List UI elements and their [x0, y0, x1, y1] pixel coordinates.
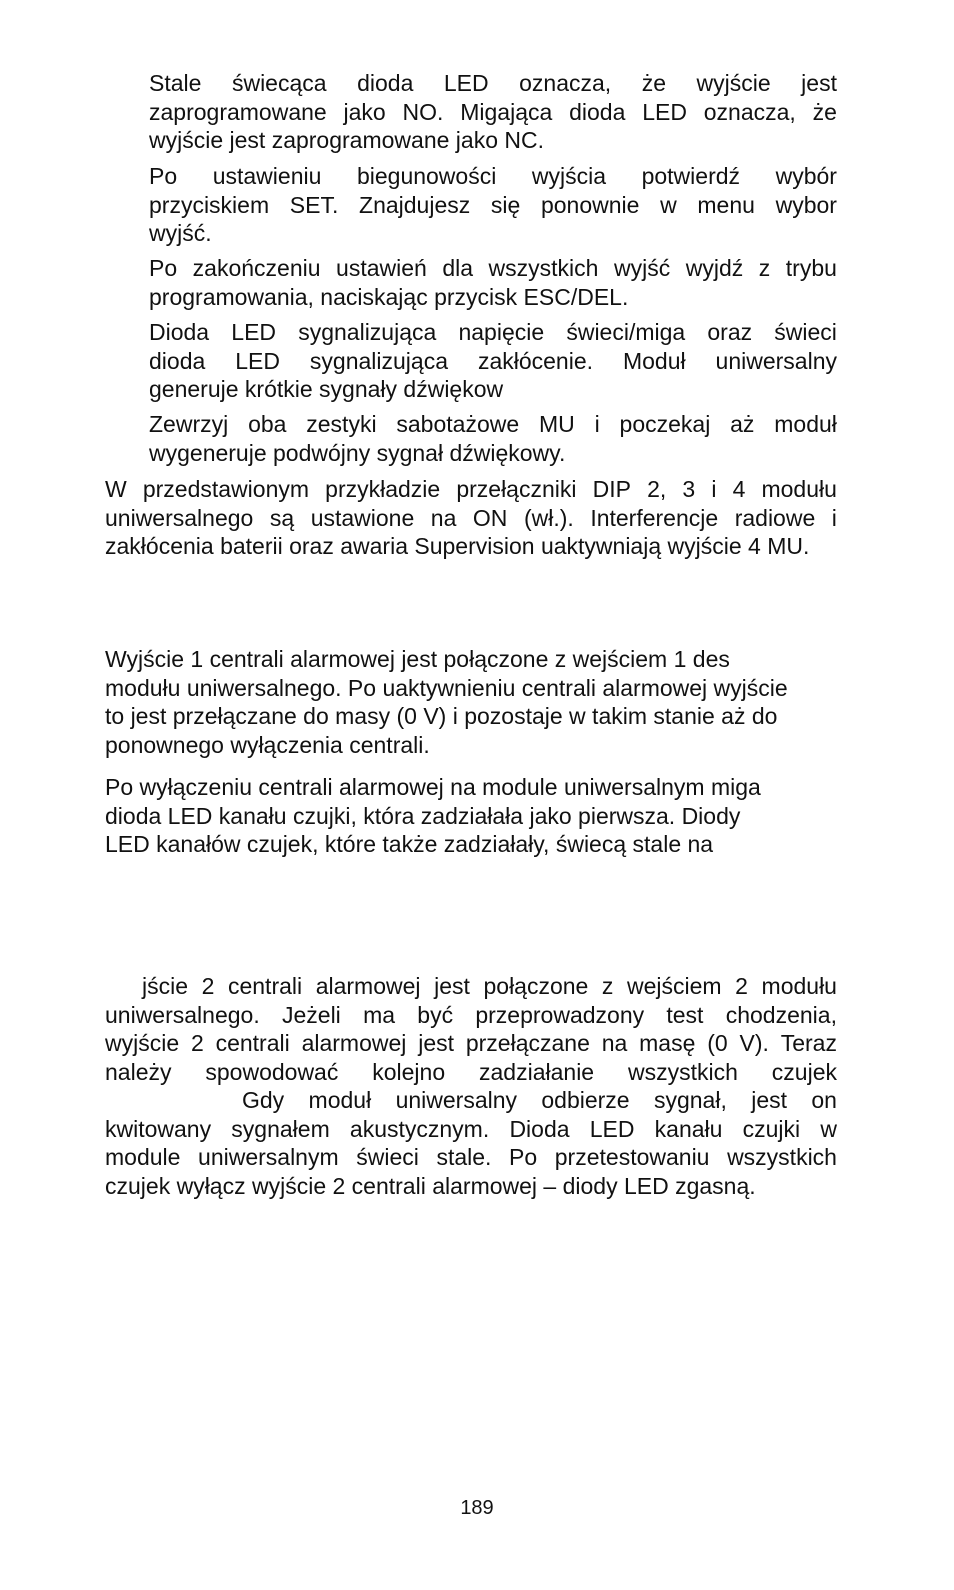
- word: z: [601, 973, 614, 999]
- text-line: to jest przełączane do masy (0 V) i pozostaje w takim stanie aż do: [105, 703, 778, 729]
- word: przedstawionym: [142, 476, 310, 502]
- word: dioda: [149, 347, 206, 374]
- word: jest: [418, 1030, 455, 1056]
- word: centrali: [215, 1030, 290, 1056]
- word: 3: [682, 476, 696, 502]
- word: spowodować: [205, 1058, 339, 1085]
- text-line: wyjście jest zaprogramowane jako NC.: [149, 127, 544, 153]
- word: w: [820, 1115, 837, 1142]
- word: V).: [739, 1030, 769, 1056]
- word: odbierze: [541, 1087, 630, 1113]
- text-line: [149, 98, 837, 127]
- text-line: [142, 972, 837, 1001]
- step-text-1: [149, 69, 837, 155]
- word: świeci: [356, 1144, 419, 1170]
- word: LED: [642, 98, 687, 125]
- text-line: wyjść.: [149, 220, 212, 246]
- word: (wł.).: [523, 504, 574, 531]
- word: radiowe: [734, 504, 816, 531]
- word: ustawione: [310, 504, 415, 531]
- word: przetestowaniu: [554, 1144, 710, 1170]
- word: wszystkich: [727, 1144, 837, 1170]
- word: Migająca: [460, 98, 553, 125]
- word: jest: [751, 1087, 787, 1113]
- text-line: ponownego wyłączenia centrali.: [105, 731, 430, 758]
- word: moduł: [774, 411, 837, 437]
- word: Po: [149, 255, 178, 281]
- word: oznacza,: [519, 70, 612, 96]
- text-line: [242, 1086, 837, 1115]
- word: wszystkich: [628, 1058, 738, 1085]
- word: że: [641, 70, 667, 96]
- word: sygnał,: [653, 1087, 727, 1113]
- text-line: generuje krótkie sygnały dźwiękow: [149, 376, 504, 402]
- word: i: [711, 476, 717, 502]
- word: z: [758, 255, 771, 281]
- word: alarmowej: [301, 1030, 407, 1056]
- word: sygnalizująca: [298, 319, 437, 345]
- word: przełączane: [465, 1030, 590, 1056]
- word: 2: [735, 973, 748, 999]
- word: oraz: [707, 319, 753, 345]
- word: Zewrzyj: [149, 411, 229, 437]
- word: moduł: [308, 1087, 372, 1113]
- word: i: [594, 411, 600, 437]
- word: dioda: [569, 98, 626, 125]
- word: zestyki: [306, 411, 377, 437]
- paragraph-walk-test: [105, 972, 837, 1200]
- word: LED: [443, 70, 489, 96]
- word: napięcie: [458, 319, 545, 345]
- word: 2,: [647, 476, 667, 502]
- word: uniwersalny: [395, 1087, 518, 1113]
- word: 2: [201, 973, 215, 999]
- word: wybór: [775, 163, 837, 189]
- word: chodzenia,: [725, 1001, 837, 1028]
- word: wyjście: [105, 1030, 180, 1056]
- word: 4: [732, 476, 746, 502]
- word: Dioda: [509, 1115, 570, 1142]
- word: Moduł: [622, 347, 686, 374]
- step-text-4: [149, 318, 837, 404]
- paragraph-output-1: [105, 645, 837, 759]
- word: wejściem: [627, 973, 722, 999]
- word: alarmowej: [315, 973, 421, 999]
- word: Stale: [149, 70, 202, 96]
- word: NO.: [402, 98, 444, 125]
- text-line: [105, 1029, 837, 1058]
- word: Po: [509, 1144, 538, 1170]
- paragraph-after-disarm: [105, 773, 837, 859]
- text-line: [149, 254, 837, 283]
- word: uniwersalnym: [198, 1144, 339, 1170]
- word: kwitowany: [105, 1115, 212, 1142]
- word: ma: [363, 1001, 396, 1028]
- text-line: programowania, naciskając przycisk ESC/DEL.: [149, 283, 629, 310]
- word: Znajdujesz: [359, 191, 471, 218]
- paragraph-dip-example: [105, 475, 837, 561]
- word: Interferencje: [590, 504, 719, 531]
- word: Dioda: [149, 319, 210, 345]
- word: zakończeniu: [192, 255, 321, 281]
- word: kolejno: [372, 1058, 446, 1085]
- word: wyjdź: [685, 255, 744, 281]
- word: Po: [149, 163, 178, 189]
- word: oba: [248, 411, 287, 437]
- text-line: [149, 410, 837, 439]
- word: przykładzie: [325, 476, 441, 502]
- word: poczekaj: [619, 411, 711, 437]
- word: świeci: [774, 319, 837, 345]
- word: stale.: [436, 1144, 492, 1170]
- word: jest: [434, 973, 470, 999]
- word: LED: [235, 347, 280, 374]
- text-line: [105, 504, 837, 533]
- word: trybu: [785, 255, 837, 281]
- text-line: wygeneruje podwójny sygnał dźwiękowy.: [149, 439, 566, 466]
- word: zadziałanie: [479, 1058, 595, 1085]
- word: ustawieniu: [212, 163, 322, 189]
- word: LED: [589, 1115, 635, 1142]
- word: on: [811, 1087, 837, 1113]
- text-line: [105, 1001, 837, 1030]
- word: wszystkich: [488, 255, 599, 281]
- word: potwierdź: [641, 163, 741, 189]
- word: ON: [472, 504, 508, 531]
- text-line: [149, 69, 837, 98]
- word: jście: [142, 973, 189, 999]
- text-line: [105, 475, 837, 504]
- word: (0: [707, 1030, 728, 1056]
- word: jest: [801, 70, 837, 96]
- word: świeci/miga: [566, 319, 686, 345]
- word: centrali: [227, 973, 303, 999]
- text-line: LED kanałów czujek, które także zadziałały, świecą stale na: [105, 831, 714, 857]
- text-line: Wyjście 1 centrali alarmowej jest połączone z wejściem 1 des: [105, 646, 730, 672]
- word: menu: [697, 191, 755, 218]
- word: test: [666, 1001, 704, 1028]
- word: LED: [231, 319, 277, 345]
- text-line: [149, 162, 837, 191]
- text-line: czujek wyłącz wyjście 2 centrali alarmowej – diody LED zgasną.: [105, 1172, 756, 1199]
- text-line: [149, 347, 837, 376]
- text-line: [105, 1115, 837, 1144]
- word: na: [430, 504, 457, 531]
- word: modułu: [761, 973, 837, 999]
- word: wyjście: [696, 70, 771, 96]
- step-text-3: [149, 254, 837, 311]
- word: Jeżeli: [281, 1001, 341, 1028]
- word: modułu: [761, 476, 837, 502]
- word: połączone: [483, 973, 589, 999]
- word: się: [490, 191, 521, 218]
- word: SET.: [289, 191, 339, 218]
- word: oznacza,: [703, 98, 796, 125]
- step-text-2: [149, 162, 837, 248]
- word: ponownie: [540, 191, 640, 218]
- word: W: [105, 476, 127, 502]
- word: uniwersalny: [715, 347, 837, 374]
- word: 2: [190, 1030, 204, 1056]
- word: wyjścia: [531, 163, 607, 189]
- word: przeprowadzony: [475, 1001, 645, 1028]
- text-line: Po wyłączeniu centrali alarmowej na module uniwersalnym miga: [105, 774, 761, 800]
- word: być: [417, 1001, 454, 1028]
- word: akustycznym.: [349, 1115, 490, 1142]
- text-line: [149, 318, 837, 347]
- text-line: [105, 1143, 837, 1172]
- word: zaprogramowane: [149, 98, 327, 125]
- word: kanału: [654, 1115, 723, 1142]
- word: świecąca: [231, 70, 327, 96]
- word: ustawień: [336, 255, 427, 281]
- word: wybor: [775, 191, 837, 218]
- text-line: [149, 191, 837, 220]
- word: module: [105, 1144, 181, 1170]
- text-line: dioda LED kanału czujki, która zadziałała jako pierwsza. Diody: [105, 802, 741, 829]
- word: jako: [343, 98, 386, 125]
- text-line: zakłócenia baterii oraz awaria Supervision uaktywniają wyjście 4 MU.: [105, 533, 810, 559]
- word: przełączniki: [456, 476, 577, 502]
- word: na: [601, 1030, 628, 1056]
- word: czujek: [771, 1058, 837, 1085]
- word: w: [660, 191, 677, 218]
- word: biegunowości: [356, 163, 497, 189]
- word: sabotażowe: [396, 411, 520, 437]
- word: należy: [105, 1058, 172, 1085]
- word: DIP: [592, 476, 631, 502]
- word: Teraz: [780, 1030, 837, 1056]
- word: aż: [730, 411, 755, 437]
- word: przyciskiem: [149, 191, 270, 218]
- word: że: [812, 98, 837, 125]
- word: zakłócenie.: [477, 347, 594, 374]
- text-line: [105, 1058, 837, 1087]
- word: dla: [442, 255, 474, 281]
- word: uniwersalnego: [105, 504, 254, 531]
- word: i: [831, 504, 837, 531]
- word: Gdy: [242, 1087, 285, 1113]
- word: uniwersalnego.: [105, 1001, 260, 1028]
- word: sygnałem: [231, 1115, 330, 1142]
- word: wyjść: [613, 255, 671, 281]
- word: MU: [538, 411, 575, 437]
- word: dioda: [357, 70, 414, 96]
- word: sygnalizująca: [309, 347, 448, 374]
- page-number: 189: [460, 1497, 494, 1519]
- text-line: modułu uniwersalnego. Po uaktywnieniu centrali alarmowej wyjście: [105, 674, 788, 701]
- word: są: [269, 504, 295, 531]
- step-text-5: [149, 410, 837, 467]
- word: czujki: [742, 1115, 801, 1142]
- word: masę: [639, 1030, 696, 1056]
